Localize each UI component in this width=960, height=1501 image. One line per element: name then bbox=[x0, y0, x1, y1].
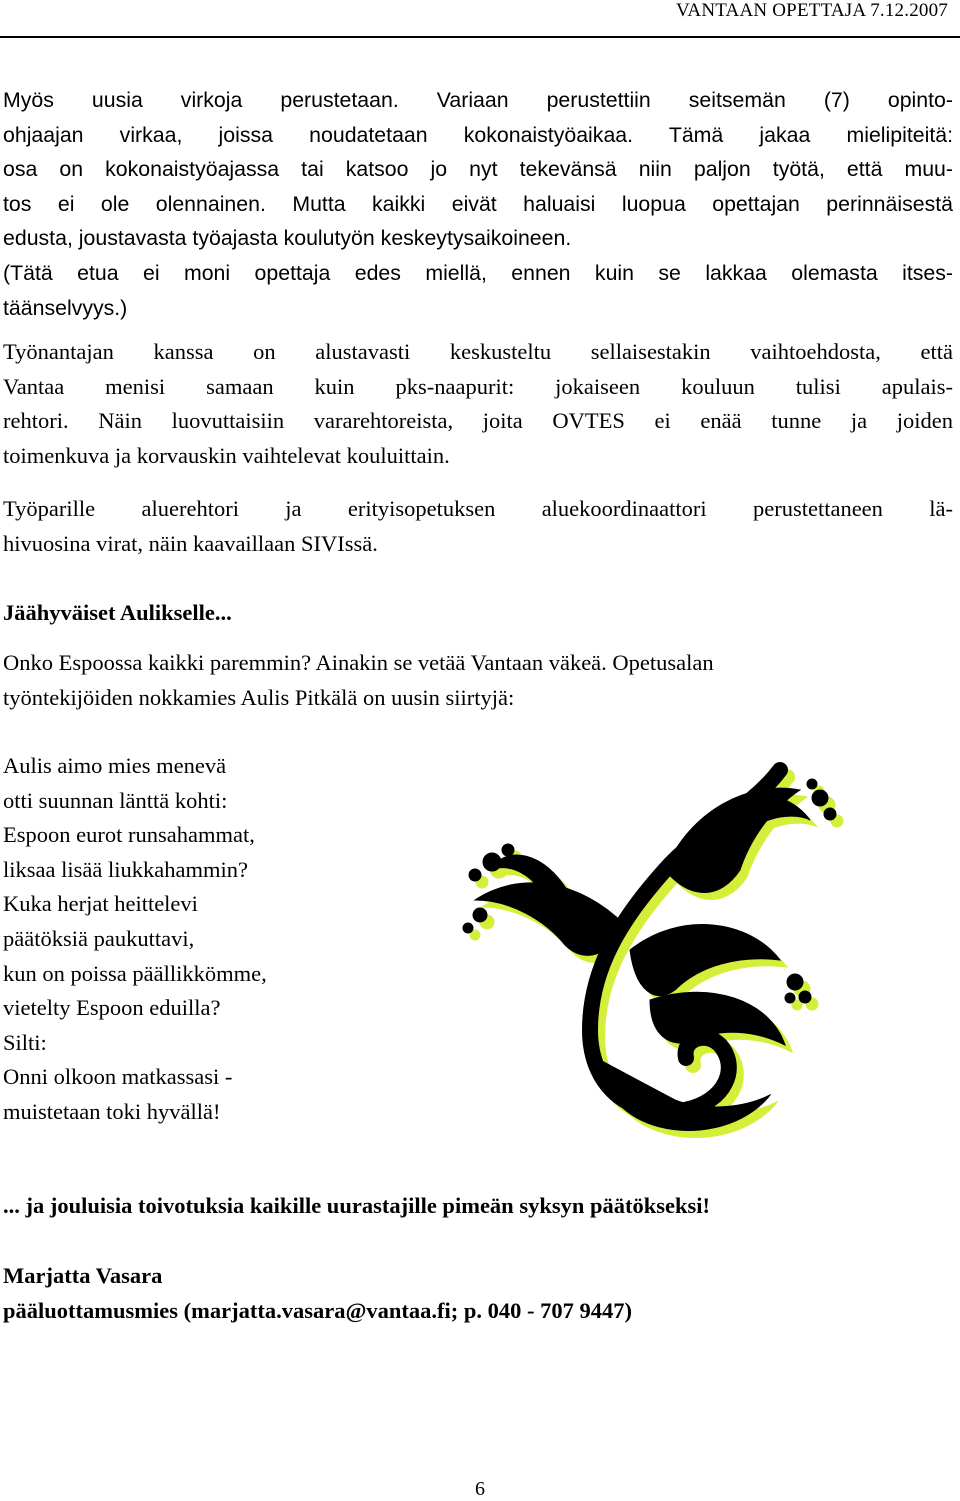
text-line: Työparille aluerehtori ja erityisopetuksen aluekoordinaattori perustettaneen lä- bbox=[3, 496, 953, 521]
header-title: VANTAAN OPETTAJA 7.12.2007 bbox=[675, 0, 948, 21]
text-line: täänselvyys.) bbox=[3, 295, 128, 320]
poem-line: kun on poissa päällikkömme, bbox=[3, 960, 267, 986]
text-line: hivuosina virat, näin kaavaillaan SIVIssä. bbox=[3, 530, 378, 556]
greeting-text: ... ja jouluisia toivotuksia kaikille uurastajille pimeän syksyn päätökseksi! bbox=[3, 1193, 711, 1218]
text-line: Vantaa menisi samaan kuin pks-naapurit: jokaiseen kouluun tulisi apulais- bbox=[3, 373, 953, 399]
poem-line: päätöksiä paukuttavi, bbox=[3, 925, 195, 951]
text-line: Myös uusia virkoja perustetaan. Variaan perustettiin seitsemän (7) opinto- bbox=[3, 88, 953, 112]
text-line: rehtori. Näin luovuttaisiin vararehtoreista, joita OVTES ei enää tunne ja joiden bbox=[3, 408, 953, 434]
paragraph-farewell-intro bbox=[3, 646, 953, 715]
text-line: tos ei ole olennainen. Mutta kaikki eivät haluaisi luopua opettajan perinnäisestä bbox=[3, 191, 953, 216]
signature-block bbox=[3, 1259, 953, 1328]
text-line: toimenkuva ja korvauskin vaihtelevat kouluittain. bbox=[3, 442, 450, 468]
poem-line: otti suunnan länttä kohti: bbox=[3, 787, 228, 813]
text-line: työntekijöiden nokkamies Aulis Pitkälä on uusin siirtyjä: bbox=[3, 684, 515, 710]
text-line: osa on kokonaistyöajassa tai katsoo jo nyt tekevänsä niin paljon työtä, että muu- bbox=[3, 157, 953, 182]
section-heading bbox=[3, 596, 953, 631]
header-rule bbox=[0, 36, 960, 38]
text-line: ohjaajan virkaa, joissa noudatetaan kokonaistyöaikaa. Tämä jakaa mielipiteitä: bbox=[3, 122, 953, 147]
paragraph-new-positions bbox=[3, 83, 953, 325]
poem-line: liksaa lisää liukkahammin? bbox=[3, 856, 248, 882]
text-line: Työnantajan kanssa on alustavasti keskusteltu sellaisestakin vaihtoehdosta, että bbox=[3, 339, 953, 364]
signature-name: Marjatta Vasara bbox=[3, 1263, 163, 1288]
page-header bbox=[0, 0, 948, 22]
poem-line: Silti: bbox=[3, 1029, 47, 1055]
heading-text: Jäähyväiset Aulikselle... bbox=[3, 600, 232, 625]
page-number: 6 bbox=[475, 1478, 485, 1500]
text-line: edusta, joustavasta työajasta koulutyön keskeytysaikoineen. bbox=[3, 226, 572, 251]
poem-line: muistetaan toki hyvällä! bbox=[3, 1098, 221, 1124]
poem-line: Kuka herjat heittelevi bbox=[3, 891, 198, 917]
text-line: (Tätä etua ei moni opettaja edes miellä, ennen kuin se lakkaa olemasta itses- bbox=[3, 260, 953, 285]
poem-line: Aulis aimo mies menevä bbox=[3, 753, 227, 778]
poem-line: Espoon eurot runsahammat, bbox=[3, 822, 255, 848]
paragraph-deputy-principal bbox=[3, 335, 953, 473]
closing-greeting bbox=[3, 1189, 953, 1224]
poem-line: vietelty Espoon eduilla? bbox=[3, 995, 221, 1021]
signature-contact: pääluottamusmies (marjatta.vasara@vantaa.fi; p. 040 - 707 9447) bbox=[3, 1297, 633, 1323]
text-line: Onko Espoossa kaikki paremmin? Ainakin se vetää Vantaan väkeä. Opetusalan bbox=[3, 650, 714, 675]
floral-swirl-icon bbox=[450, 750, 860, 1150]
paragraph-area-principal bbox=[3, 492, 953, 561]
poem-line: Onni olkoon matkassasi - bbox=[3, 1064, 233, 1090]
